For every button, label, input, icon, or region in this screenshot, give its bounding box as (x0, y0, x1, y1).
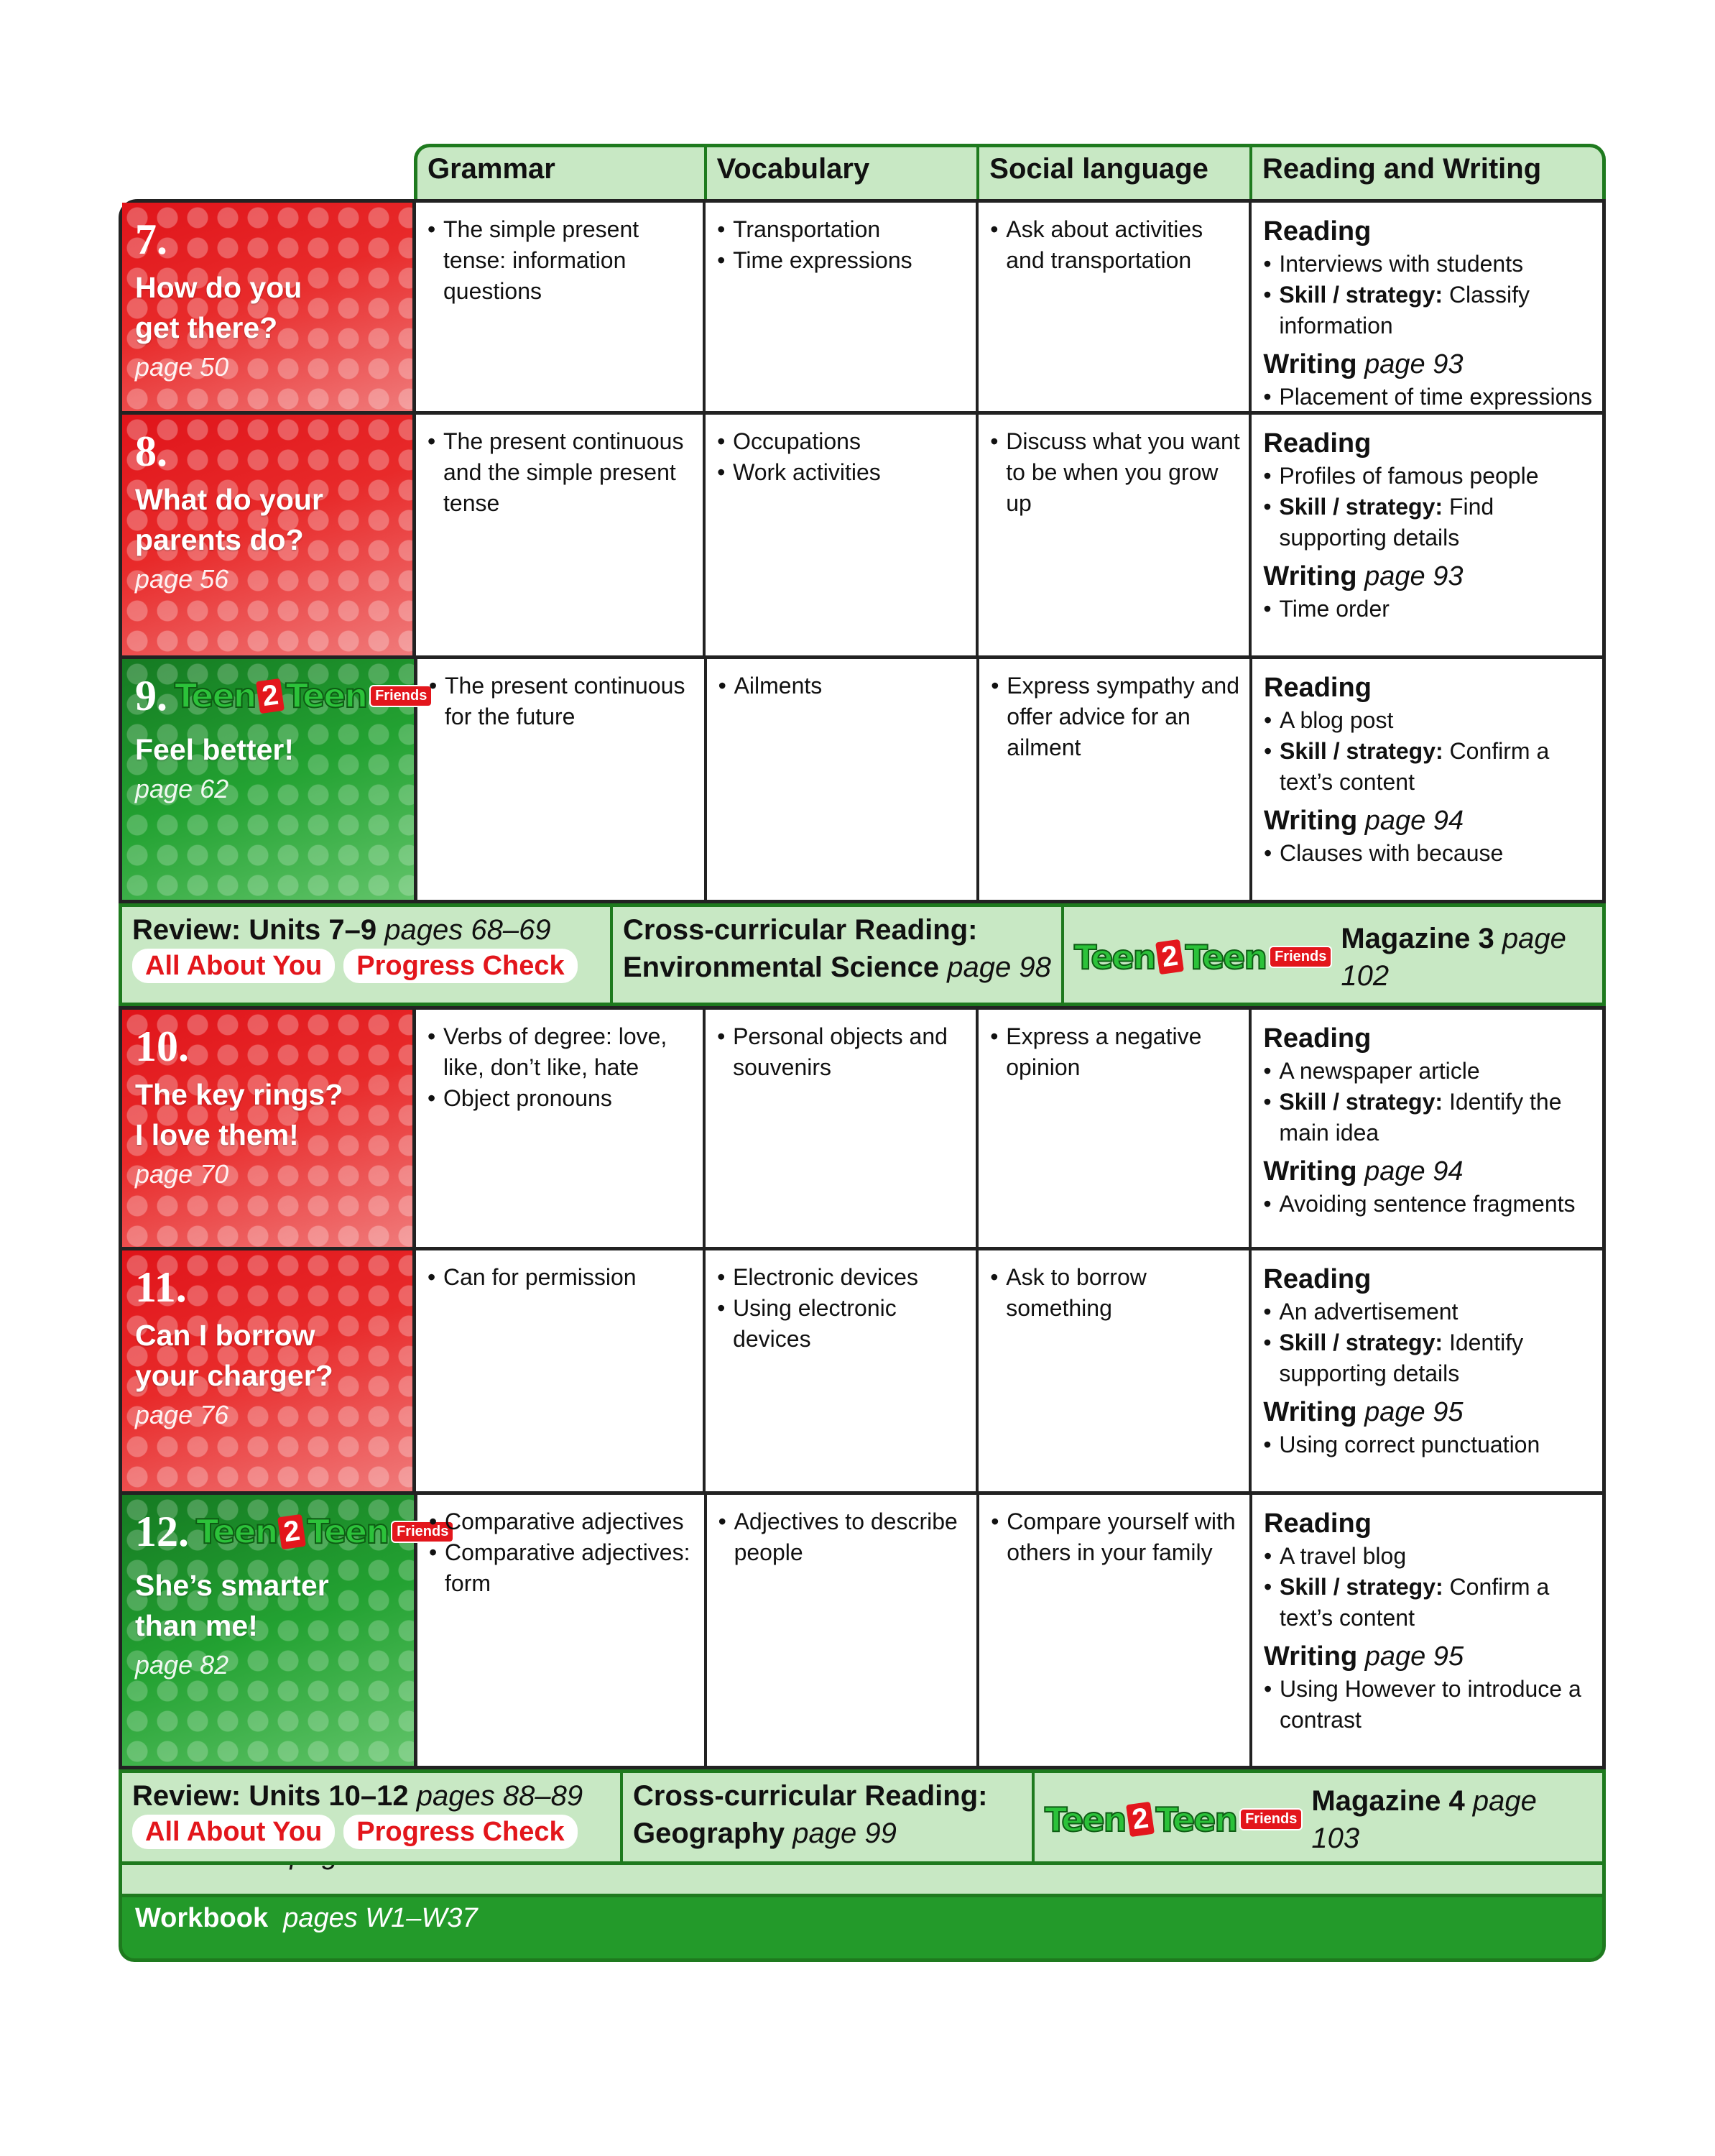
unit-number: 8. (135, 428, 167, 475)
vocabulary-cell (706, 1010, 979, 1247)
cross-curricular-section[interactable] (613, 907, 1064, 1003)
grammar-cell (417, 1495, 707, 1766)
vocabulary-list (718, 671, 971, 701)
list-item: • Avoiding sentence fragments (1263, 1189, 1596, 1220)
list-item: • Ask about activities and transportation (990, 214, 1243, 276)
writing-page: page 94 (1364, 806, 1464, 836)
magazine-section[interactable] (1064, 907, 1602, 1003)
writing-page: page 95 (1364, 1641, 1464, 1672)
reading-list (1263, 461, 1596, 553)
unit-title-line: The key rings? (135, 1078, 343, 1111)
reading-item: • Skill / strategy: Identify the main idea (1263, 1087, 1596, 1148)
reading-item: • Interviews with students (1263, 249, 1596, 280)
social-list (990, 426, 1243, 519)
unit-number-line (135, 1023, 412, 1070)
unit-row-11 (119, 1250, 1606, 1495)
reading-list (1264, 705, 1596, 798)
social-list (990, 1262, 1243, 1324)
unit-label[interactable] (122, 1495, 449, 1766)
review-pages: pages 88–89 (416, 1780, 583, 1812)
list-item: • Transportation (717, 214, 970, 245)
unit-title (135, 729, 414, 770)
list-item: • Using However to introduce a contrast (1264, 1674, 1596, 1736)
reading-heading: Reading (1263, 428, 1372, 459)
unit-row-7 (119, 199, 1606, 415)
unit-number-line (135, 1263, 412, 1311)
list-item: • The simple present tense: information questions (427, 214, 697, 307)
grammar-cell (416, 1010, 706, 1247)
social-list (990, 214, 1243, 276)
writing-list (1263, 1429, 1596, 1460)
reading-writing-cell (1252, 1495, 1602, 1766)
reading-heading: Reading (1264, 673, 1372, 703)
reading-item: • Skill / strategy: Identify supporting details (1263, 1327, 1596, 1389)
writing-page: page 95 (1364, 1397, 1464, 1427)
list-item: • Placement of time expressions (1263, 382, 1596, 413)
cross-curricular-title: Cross-curricular Reading: (623, 914, 978, 946)
social-language-cell (979, 415, 1252, 655)
reading-item: • A blog post (1264, 705, 1596, 736)
unit-title-line: get there? (135, 311, 278, 344)
unit-title (135, 479, 412, 560)
vocabulary-cell (706, 1250, 979, 1491)
writing-heading: Writing page 93 (1263, 561, 1464, 591)
logo-teen-right: Teen (307, 1512, 389, 1551)
reading-list (1264, 1541, 1596, 1634)
unit-number: 7. (135, 216, 167, 263)
list-item: • Comparative adjectives: form (429, 1537, 698, 1599)
writing-heading: Writing page 95 (1264, 1641, 1464, 1672)
writing-list (1263, 594, 1596, 625)
unit-title-line: She’s smarter (135, 1569, 329, 1602)
social-language-cell (979, 1250, 1252, 1491)
unit-title-line: What do your (135, 483, 323, 516)
list-item: • Work activities (717, 457, 970, 488)
writing-page: page 93 (1364, 349, 1464, 379)
list-item: • Personal objects and souvenirs (717, 1021, 970, 1083)
writing-heading: Writing page 94 (1263, 1156, 1464, 1187)
progress-check-pill[interactable]: Progress Check (343, 949, 577, 983)
social-language-cell (979, 203, 1252, 411)
social-list (991, 1506, 1244, 1568)
review-pages: pages 68–69 (384, 914, 551, 946)
vocabulary-list (717, 1021, 970, 1083)
review-title: Review: Units 10–12 pages 88–89 (132, 1780, 583, 1812)
unit-title (135, 1565, 414, 1646)
vocabulary-cell (707, 1495, 980, 1766)
reading-item: • Skill / strategy: Classify information (1263, 280, 1596, 341)
reading-heading: Reading (1263, 1264, 1372, 1294)
unit-title-line: I love them! (135, 1118, 299, 1151)
reading-writing-cell (1252, 1010, 1602, 1247)
grammar-list (427, 214, 697, 307)
unit-label[interactable] (122, 659, 427, 900)
unit-page: page 76 (135, 1400, 229, 1429)
unit-title-line: Can I borrow (135, 1319, 315, 1352)
unit-row-8 (119, 415, 1606, 659)
writing-heading: Writing page 95 (1263, 1397, 1464, 1427)
skill-strategy-label: Skill / strategy: (1279, 1089, 1443, 1115)
teen2teen-friends-logo (196, 1512, 454, 1551)
teen2teen-friends-logo (175, 676, 433, 715)
logo-teen-left: Teen (175, 676, 256, 715)
reading-list (1263, 1056, 1596, 1148)
magazine-page: page 102 (1341, 922, 1566, 992)
unit-number-line (135, 216, 412, 263)
vocabulary-list (717, 426, 970, 488)
unit-row-10 (119, 1006, 1606, 1250)
review-section[interactable] (122, 907, 613, 1003)
reading-list (1263, 1296, 1596, 1389)
writing-list (1263, 1189, 1596, 1220)
logo-friends: Friends (1269, 946, 1332, 968)
reading-item: • An advertisement (1263, 1296, 1596, 1327)
skill-strategy-label: Skill / strategy: (1279, 494, 1443, 520)
logo-teen-left: Teen (1074, 937, 1155, 977)
list-item: • Discuss what you want to be when you grow up (990, 426, 1243, 519)
review-band-1 (119, 903, 1606, 1006)
unit-title (135, 1074, 412, 1155)
writing-page: page 93 (1364, 561, 1464, 591)
writing-heading: Writing page 93 (1263, 349, 1464, 379)
grammar-cell (417, 659, 707, 900)
grammar-cell (416, 203, 706, 411)
list-item: • The present continuous for the future (429, 671, 698, 732)
reading-item: • A newspaper article (1263, 1056, 1596, 1087)
grammar-list (427, 1021, 697, 1114)
reading-writing-cell (1252, 1250, 1602, 1491)
teen2teen-friends-logo (1074, 938, 1332, 977)
reading-item: • A travel blog (1264, 1541, 1596, 1572)
unit-number: 12. (135, 1508, 189, 1555)
logo-friends: Friends (391, 1521, 454, 1543)
cross-curricular-title: Cross-curricular Reading: (633, 1780, 988, 1812)
all-about-you-pill[interactable]: All About You (132, 1815, 335, 1849)
list-item: • Electronic devices (717, 1262, 970, 1293)
header-vocabulary: Vocabulary (707, 147, 980, 199)
vocabulary-cell (706, 415, 979, 655)
grammar-list (427, 426, 697, 519)
reading-item: • Profiles of famous people (1263, 461, 1596, 492)
logo-friends: Friends (1239, 1808, 1303, 1830)
magazine-section[interactable] (1035, 1773, 1602, 1861)
social-language-cell (979, 1495, 1252, 1766)
skill-strategy-label: Skill / strategy: (1280, 1574, 1443, 1600)
unit-title (135, 267, 412, 348)
unit-label[interactable] (122, 203, 416, 411)
grammar-cell (416, 1250, 706, 1491)
list-item: • Occupations (717, 426, 970, 457)
grammar-list (429, 671, 698, 732)
writing-page: page 94 (1364, 1156, 1464, 1187)
writing-list (1264, 1674, 1596, 1736)
teen2teen-friends-logo (1045, 1800, 1303, 1839)
unit-title-line: How do you (135, 271, 302, 304)
header-reading-writing: Reading and Writing (1262, 153, 1542, 185)
unit-number: 9. (135, 672, 167, 719)
review-pills (132, 949, 600, 983)
reading-item: • Skill / strategy: Confirm a text’s content (1264, 736, 1596, 798)
writing-list (1263, 382, 1596, 413)
review-title: Review: Units 7–9 pages 68–69 (132, 914, 551, 946)
logo-teen-left: Teen (1045, 1800, 1126, 1839)
logo-teen-right: Teen (1185, 937, 1267, 977)
reading-heading: Reading (1264, 1508, 1372, 1539)
list-item: • Time expressions (717, 245, 970, 276)
logo-friends: Friends (369, 685, 433, 707)
workbook-pages: pages W1–W37 (283, 1903, 478, 1933)
unit-title-line: your charger? (135, 1359, 333, 1392)
grammar-list (429, 1506, 698, 1599)
header-grammar: Grammar (417, 147, 707, 199)
logo-two: 2 (277, 1514, 306, 1549)
unit-label[interactable] (122, 1010, 416, 1247)
unit-page: page 62 (135, 774, 229, 803)
unit-number: 10. (135, 1023, 189, 1070)
skill-strategy-label: Skill / strategy: (1280, 738, 1443, 764)
writing-heading: Writing page 94 (1264, 806, 1464, 836)
reading-writing-cell (1252, 415, 1602, 655)
unit-row-12 (119, 1495, 1606, 1769)
cross-curricular-subject: Environmental Science page 98 (623, 952, 1051, 983)
vocabulary-list (717, 1262, 970, 1355)
cross-curricular-section[interactable] (623, 1773, 1035, 1861)
workbook-label: Workbook (135, 1903, 269, 1933)
vocabulary-list (717, 214, 970, 276)
grammar-cell (416, 415, 706, 655)
review-pills (132, 1815, 610, 1849)
logo-two: 2 (1155, 939, 1184, 975)
reading-writing-cell (1252, 203, 1602, 411)
unit-page: page 50 (135, 352, 229, 382)
column-header (414, 144, 1606, 199)
vocabulary-cell (707, 659, 980, 900)
social-list (990, 1021, 1243, 1083)
magazine-title: Magazine 4 page 103 (1311, 1784, 1537, 1854)
magazine-title: Magazine 3 page 102 (1341, 922, 1566, 992)
cross-curricular-page: page 99 (792, 1818, 897, 1849)
skill-strategy-label: Skill / strategy: (1279, 282, 1443, 308)
all-about-you-pill[interactable]: All About You (132, 949, 335, 983)
social-language-cell (979, 1010, 1252, 1247)
cross-curricular-page: page 98 (947, 952, 1051, 983)
skill-strategy-label: Skill / strategy: (1279, 1330, 1443, 1355)
list-item: • Ailments (718, 671, 971, 701)
social-language-cell (979, 659, 1252, 900)
unit-page: page 56 (135, 564, 229, 594)
list-item: • Time order (1263, 594, 1596, 625)
reading-item: • Skill / strategy: Find supporting details (1263, 492, 1596, 553)
vocabulary-cell (706, 203, 979, 411)
unit-number-line (135, 672, 427, 719)
list-item: • Express sympathy and offer advice for an ailment (991, 671, 1244, 763)
list-item: • Using correct punctuation (1263, 1429, 1596, 1460)
unit-title-line: parents do? (135, 523, 304, 556)
list-item: • Ask to borrow something (990, 1262, 1243, 1324)
cross-curricular-subject: Geography page 99 (633, 1818, 897, 1849)
logo-teen-right: Teen (1155, 1800, 1237, 1839)
list-item: • Using electronic devices (717, 1293, 970, 1355)
reading-item: • Skill / strategy: Confirm a text’s content (1264, 1572, 1596, 1634)
unit-page: page 70 (135, 1159, 229, 1189)
unit-title-line: Feel better! (135, 733, 294, 766)
unit-number-line (135, 428, 412, 475)
reading-list (1263, 249, 1596, 341)
review-band-2 (119, 1769, 1606, 1865)
logo-two: 2 (1126, 1802, 1155, 1837)
writing-list (1264, 838, 1596, 869)
vocabulary-list (718, 1506, 971, 1568)
review-section[interactable] (122, 1773, 623, 1861)
list-item: • Comparative adjectives (429, 1506, 698, 1537)
reading-heading: Reading (1263, 216, 1372, 247)
unit-title-line: than me! (135, 1609, 258, 1642)
unit-page: page 82 (135, 1650, 229, 1680)
logo-teen-left: Teen (196, 1512, 277, 1551)
magazine-page: page 103 (1311, 1784, 1537, 1854)
workbook-row[interactable] (119, 1897, 1606, 1962)
logo-teen-right: Teen (285, 676, 367, 715)
logo-two: 2 (256, 678, 285, 713)
list-item: • Compare yourself with others in your family (991, 1506, 1244, 1568)
list-item: • The present continuous and the simple present tense (427, 426, 697, 519)
social-list (991, 671, 1244, 763)
list-item: • Verbs of degree: love, like, don’t like, hate (427, 1021, 697, 1083)
unit-title (135, 1315, 412, 1396)
list-item: • Can for permission (427, 1262, 697, 1293)
list-item: • Clauses with because (1264, 838, 1596, 869)
unit-label[interactable] (122, 415, 416, 655)
unit-row-9 (119, 659, 1606, 903)
reading-writing-cell (1252, 659, 1602, 900)
progress-check-pill[interactable]: Progress Check (343, 1815, 577, 1849)
unit-number-line (135, 1508, 449, 1555)
reading-heading: Reading (1263, 1023, 1372, 1054)
list-item: • Adjectives to describe people (718, 1506, 971, 1568)
unit-number: 11. (135, 1263, 187, 1311)
list-item: • Express a negative opinion (990, 1021, 1243, 1083)
header-social-language: Social language (979, 147, 1252, 199)
list-item: • Object pronouns (427, 1083, 697, 1114)
grammar-list (427, 1262, 697, 1293)
unit-label[interactable] (122, 1250, 416, 1491)
